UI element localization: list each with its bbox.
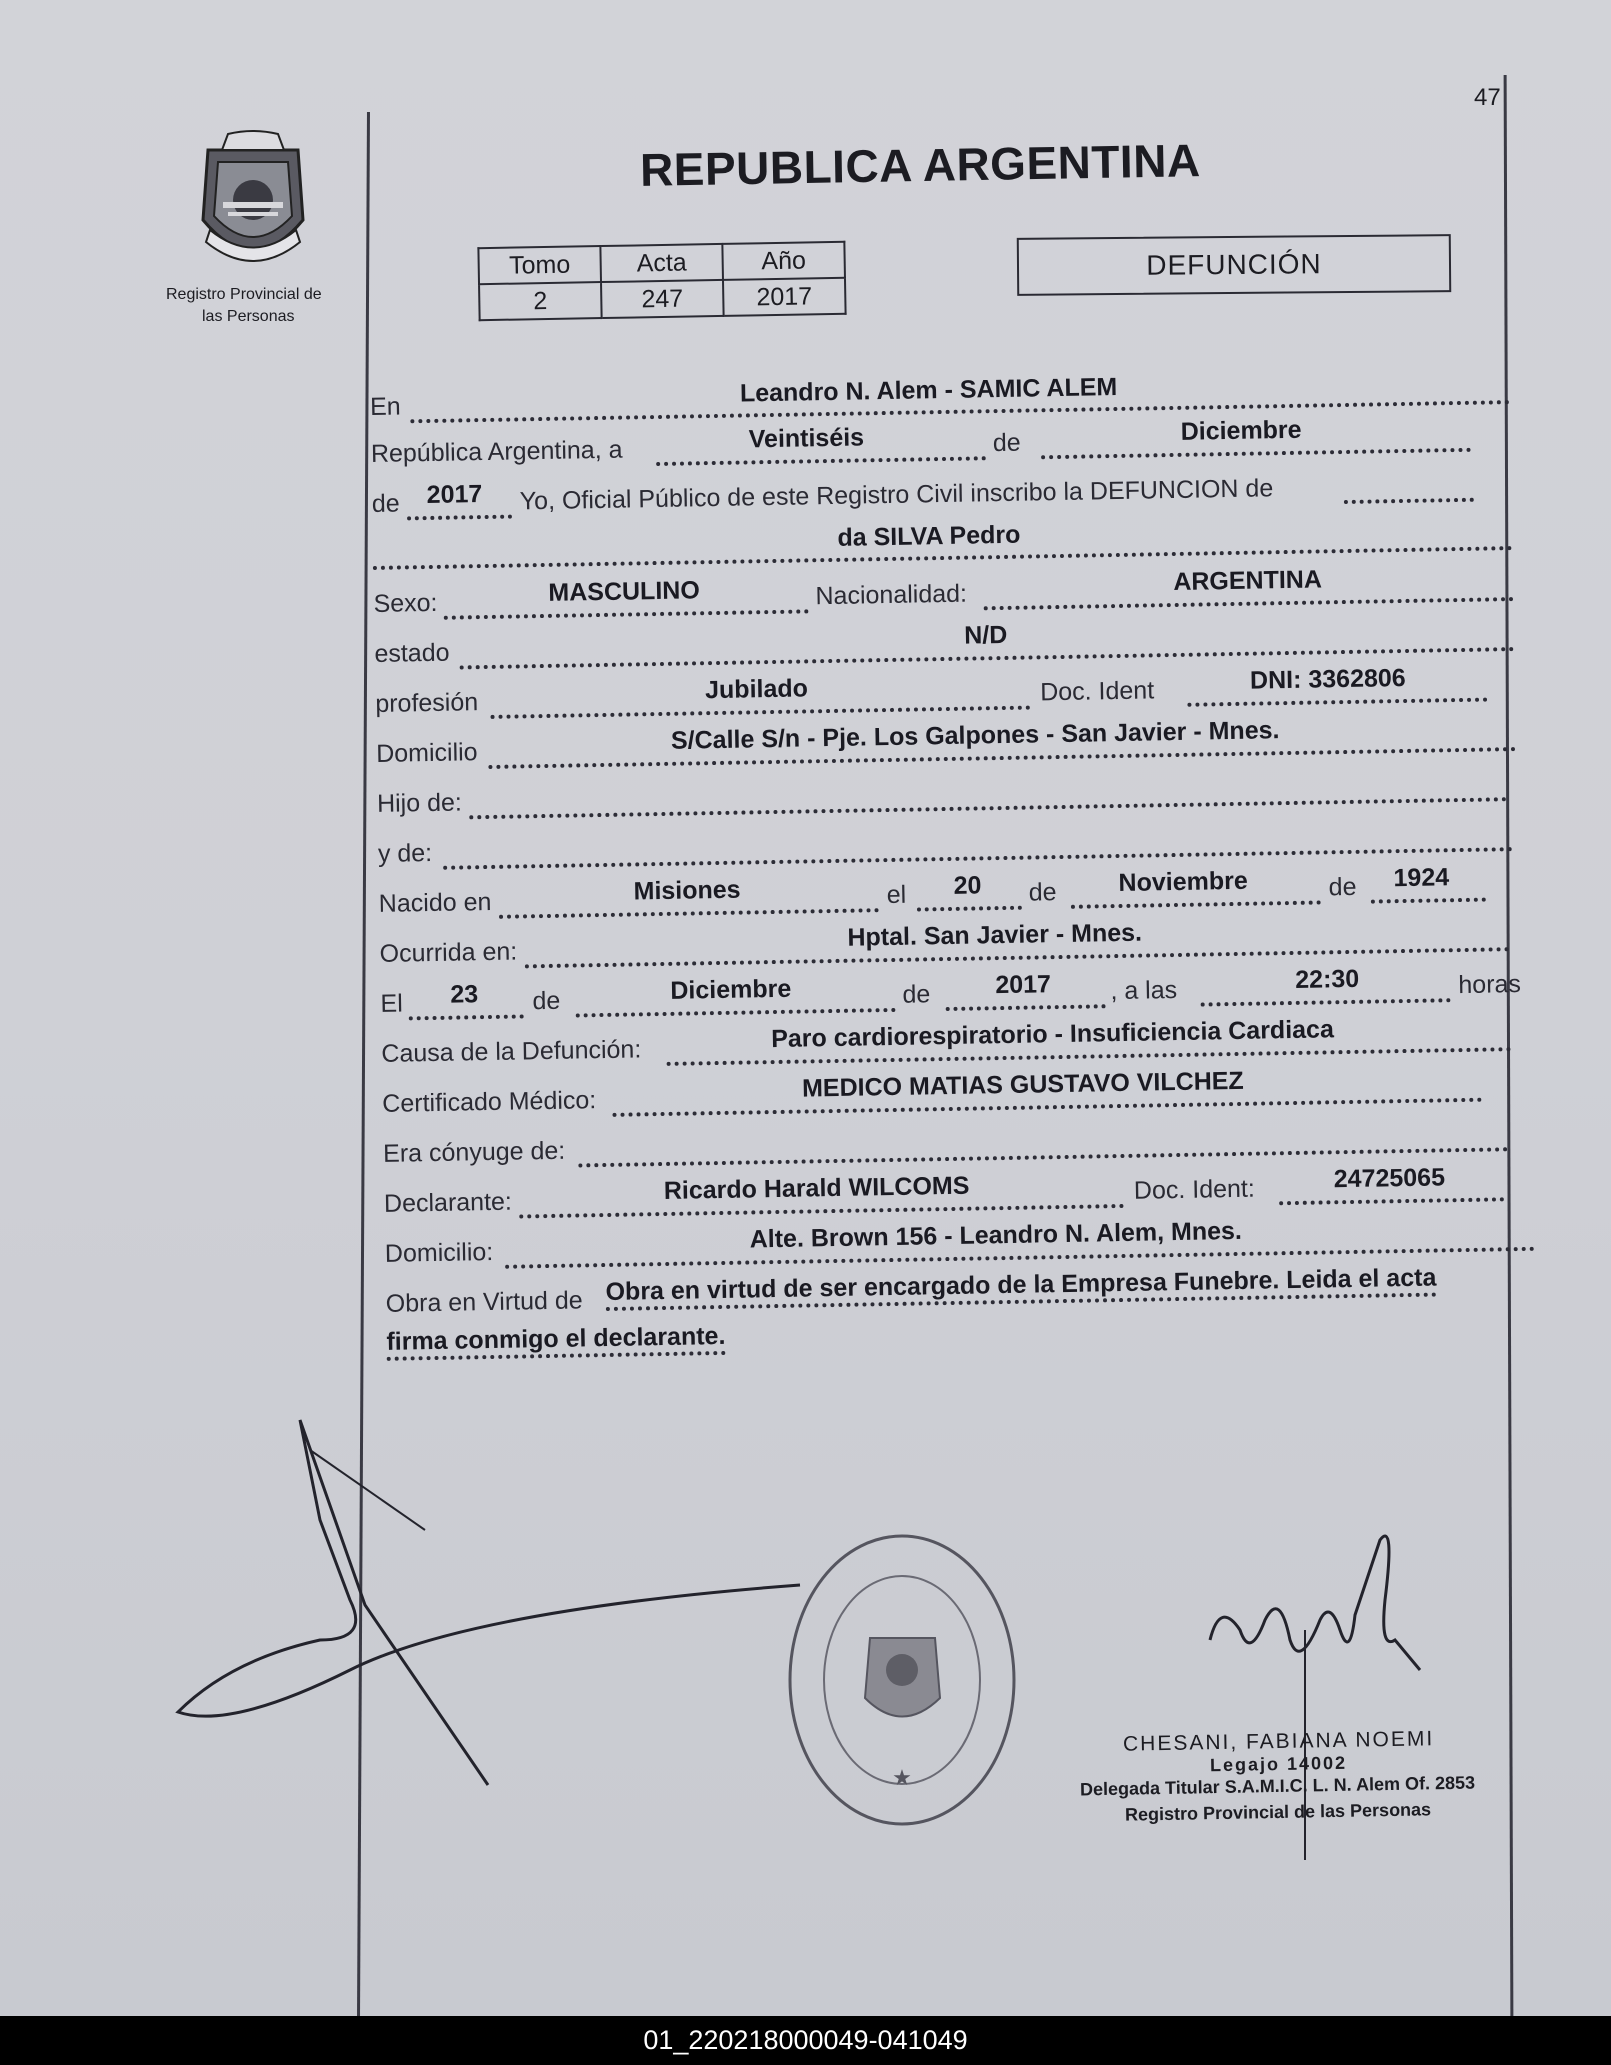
nacido-lugar-value: Misiones (633, 875, 741, 906)
dotted-line (1344, 498, 1474, 504)
svg-text:★: ★ (892, 1765, 912, 1790)
nacido-dia-value: 20 (953, 871, 982, 900)
dotted-line (946, 1004, 1106, 1011)
muerte-dia-value: 23 (450, 980, 479, 1009)
label-doc-ident: Doc. Ident (1039, 676, 1155, 707)
label-de-year: de (371, 489, 400, 518)
official-registro: Registro Provincial de las Personas (1124, 1799, 1432, 1825)
table-header-anio: Año (722, 242, 845, 280)
nacionalidad-value: ARGENTINA (1173, 565, 1323, 597)
dotted-line (444, 609, 809, 619)
label-el: el (886, 880, 907, 910)
certificado-value: MEDICO MATIAS GUSTAVO VILCHEZ (801, 1066, 1244, 1103)
dotted-line (469, 797, 1507, 819)
dotted-line (984, 597, 1514, 610)
dotted-line (491, 706, 1031, 719)
dotted-line (917, 906, 1022, 912)
table-value-tomo: 2 (479, 282, 602, 320)
oficial-text: Yo, Oficial Público de este Registro Civil inscribo la DEFUNCION de (519, 474, 1274, 516)
obra-value-line1: Obra en virtud de ser encargado de la Empresa Funebre. Leida el acta (605, 1264, 1436, 1311)
muerte-anio-value: 2017 (995, 970, 1052, 1000)
table-header-tomo: Tomo (478, 246, 601, 284)
table-header-acta: Acta (600, 244, 723, 282)
logo-caption-line1: Registro Provincial de (166, 286, 322, 303)
dotted-line (1201, 998, 1451, 1006)
label-a-las: , a las (1110, 976, 1178, 1006)
dotted-line (1187, 698, 1487, 707)
label-certificado: Certificado Médico: (382, 1086, 597, 1118)
label-nacido: Nacido en (378, 887, 492, 918)
dotted-line (488, 747, 1516, 769)
dotted-line (1041, 448, 1471, 460)
dotted-line (525, 947, 1510, 968)
table-value-anio: 2017 (723, 278, 846, 316)
year-value: 2017 (426, 480, 483, 510)
label-de: de (992, 428, 1021, 458)
label-estado: estado (374, 638, 450, 668)
label-declarante: Declarante: (383, 1187, 513, 1218)
dotted-line (519, 1204, 1124, 1219)
dotted-line (443, 847, 1513, 870)
dotted-line (407, 515, 512, 521)
label-y-de: y de: (377, 838, 433, 868)
month-value: Diciembre (1180, 415, 1302, 446)
deceased-name-value: da SILVA Pedro (837, 520, 1021, 552)
official-stamp (785, 1530, 1020, 1830)
muerte-mes-value: Diciembre (670, 974, 792, 1005)
official-cargo: Delegada Titular S.A.M.I.C. L. N. Alem Of. 2853 (1079, 1772, 1476, 1800)
declarant-signature (170, 1410, 810, 1880)
label-obra: Obra en Virtud de (385, 1286, 583, 1318)
dotted-line (409, 1014, 524, 1020)
dotted-line (499, 908, 879, 919)
domicilio-value: S/Calle S/n - Pje. Los Galpones - San Javier - Mnes. (670, 716, 1280, 755)
label-profesion: profesión (375, 688, 479, 718)
label-de-death-year: de (902, 980, 931, 1009)
label-declarante-doc: Doc. Ident: (1133, 1174, 1256, 1205)
label-republica: República Argentina, a (370, 435, 623, 468)
doc-ident-value: DNI: 3362806 (1249, 663, 1406, 695)
dotted-line (1071, 900, 1321, 908)
label-hijo: Hijo de: (376, 788, 463, 818)
dotted-line (1371, 898, 1486, 904)
profesion-value: Jubilado (704, 674, 809, 705)
page-number: 47 (1474, 84, 1501, 111)
scan-id-footer: 01_220218000049-041049 (0, 2016, 1611, 2065)
label-en: En (369, 392, 401, 421)
label-domicilio: Domicilio (375, 738, 478, 768)
obra-value-line2: firma conmigo el declarante. (386, 1322, 726, 1361)
label-sexo: Sexo: (373, 588, 438, 618)
declarante-domicilio-value: Alte. Brown 156 - Leandro N. Alem, Mnes. (749, 1216, 1243, 1254)
causa-value: Paro cardiorespiratorio - Insuficiencia Cardiaca (770, 1015, 1335, 1054)
label-conyuge: Era cónyuge de: (382, 1136, 566, 1168)
label-el-date: El (380, 989, 404, 1018)
day-word-value: Veintiséis (748, 423, 865, 454)
document-title: REPUBLICA ARGENTINA (639, 134, 1202, 196)
sexo-value: MASCULINO (548, 576, 701, 607)
label-ocurrida: Ocurrida en: (379, 937, 518, 968)
dotted-line (576, 1008, 896, 1018)
logo-caption-line2: las Personas (202, 308, 295, 325)
nacido-anio-value: 1924 (1393, 863, 1450, 893)
official-legajo: Legajo 14002 (1209, 1752, 1348, 1776)
dotted-line (612, 1098, 1482, 1117)
label-declarante-domicilio: Domicilio: (384, 1237, 494, 1268)
place-value: Leandro N. Alem - SAMIC ALEM (739, 372, 1118, 408)
declarante-doc-value: 24725065 (1333, 1163, 1446, 1194)
hora-value: 22:30 (1295, 964, 1360, 994)
label-horas: horas (1458, 970, 1522, 1000)
label-de-birth-year: de (1328, 872, 1357, 902)
ocurrida-value: Hptal. San Javier - Mnes. (847, 918, 1143, 952)
label-causa: Causa de la Defunción: (381, 1035, 642, 1068)
nacido-mes-value: Noviembre (1118, 866, 1248, 898)
table-value-acta: 247 (601, 280, 724, 318)
label-nacionalidad: Nacionalidad: (815, 579, 968, 611)
label-de-death: de (532, 986, 561, 1016)
dotted-line (1279, 1197, 1504, 1205)
dotted-line (656, 456, 986, 466)
record-type-box: DEFUNCIÓN (1017, 234, 1451, 296)
estado-value: N/D (963, 620, 1008, 650)
declarante-value: Ricardo Harald WILCOMS (663, 1171, 970, 1205)
label-de-birth: de (1028, 878, 1057, 907)
official-name: CHESANI, FABIANA NOEMI (1122, 1727, 1435, 1756)
